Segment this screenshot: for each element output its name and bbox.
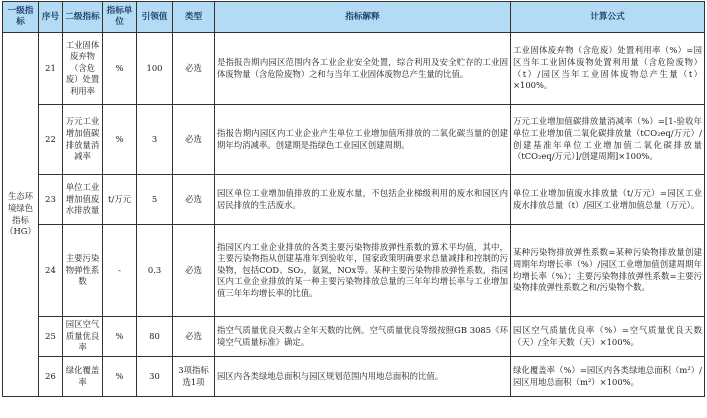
- row-unit: %: [103, 357, 137, 397]
- row-guide-value: 5: [137, 175, 173, 225]
- row-unit: %: [103, 105, 137, 175]
- row-type: 必选: [173, 175, 215, 225]
- row-indicator-name: 单位工业增加值废水排放量: [63, 175, 103, 225]
- row-indicator-name: 万元工业增加值碳排放量消减率: [63, 105, 103, 175]
- row-guide-value: 100: [137, 33, 173, 105]
- row-seq: 26: [39, 357, 63, 397]
- level1-indicator-cell: 生态环境绿色指标（HG）: [3, 33, 39, 397]
- row-formula: 单位工业增加值废水排放量（t/万元）=园区工业废水排放总量（t）/园区工业增加值总量（万元）。: [511, 175, 705, 225]
- table-row: [3, 317, 705, 357]
- row-type: 必选: [173, 225, 215, 317]
- header-seq: 序号: [39, 2, 63, 33]
- row-formula: 园区空气质量优良率（%）=空气质量优良天数（天）/全年天数（天）×100%。: [511, 317, 705, 357]
- row-explain: 指报告期内园区内工业企业产生单位工业增加值所排放的二氧化碳当量的创建期年均消减率。创建期是指绿色工业园区创建周期。: [215, 105, 511, 175]
- row-explain: 是指报告期内园区范围内各工业企业安全处置，综合利用及安全贮存的工业固体废物量（含危险废物）之和与当年工业固体废物总产生量的比值。: [215, 33, 511, 105]
- row-guide-value: 30: [137, 357, 173, 397]
- row-guide-value: 0.3: [137, 225, 173, 317]
- row-indicator-name: 绿化覆盖率: [63, 357, 103, 397]
- row-formula: 工业固体废弃物（含危废）处置利用率（%）=园区当年工业固体废物处置利用量（含危险废物）（t）/园区当年工业固体废物总产生量（t）×100%。: [511, 33, 705, 105]
- row-explain: 园区单位工业增加值排放的工业废水量，不包括企业梯级利用的废水和园区内居民排放的生活废水。: [215, 175, 511, 225]
- table-row: [3, 225, 705, 317]
- row-formula: 万元工业增加值碳排放量消减率（%）=[1-验收年单位工业增加值二氧化碳排放量（tCO₂eq/万元）/创建基准年单位工业增加值二氧化碳排放量（tCO₂eq/万元）]/创建周期]×100%。: [511, 105, 705, 175]
- indicator-table: [2, 1, 705, 397]
- header-level1: 一级指标: [3, 2, 39, 33]
- header-row: [3, 2, 705, 33]
- row-formula: 绿化覆盖率（%）=园区内各类绿地总面积（m²）/园区用地总面积（m²）×100%。: [511, 357, 705, 397]
- row-type: 必选: [173, 33, 215, 105]
- row-seq: 23: [39, 175, 63, 225]
- table-row: [3, 105, 705, 175]
- table-row: [3, 175, 705, 225]
- row-guide-value: 3: [137, 105, 173, 175]
- table-row: [3, 357, 705, 397]
- row-explain: 指空气质量优良天数占全年天数的比例。空气质量优良等级按照GB 3085《环境空气质量标准》确定。: [215, 317, 511, 357]
- header-guide-value: 引领值: [137, 2, 173, 33]
- row-formula: 某种污染物排放弹性系数=某种污染物排放量创建周期年均增长率（%）/园区工业增加值创建周期年均增长率（%）；主要污染物排放弹性系数=主要污染物排放弹性系数之和/污染物个数。: [511, 225, 705, 317]
- row-type: 3项指标选1项: [173, 357, 215, 397]
- row-explain: 园区内各类绿地总面积与园区规划范围内用地总面积的比值。: [215, 357, 511, 397]
- row-seq: 25: [39, 317, 63, 357]
- header-unit: 指标单位: [103, 2, 137, 33]
- row-indicator-name: 主要污染物弹性系数: [63, 225, 103, 317]
- row-seq: 24: [39, 225, 63, 317]
- row-guide-value: 80: [137, 317, 173, 357]
- row-unit: t/万元: [103, 175, 137, 225]
- row-type: 必选: [173, 317, 215, 357]
- header-level2: 二级指标: [63, 2, 103, 33]
- row-seq: 22: [39, 105, 63, 175]
- row-indicator-name: 工业固体废弃物（含危废）处置利用率: [63, 33, 103, 105]
- row-indicator-name: 园区空气质量优良率: [63, 317, 103, 357]
- row-unit: %: [103, 317, 137, 357]
- header-explain: 指标解释: [215, 2, 511, 33]
- header-type: 类型: [173, 2, 215, 33]
- row-type: 必选: [173, 105, 215, 175]
- row-explain: 指园区内工业企业排放的各类主要污染物排放弹性系数的算术平均值，其中，主要污染物指从创建基准年到验收年，国家政策明确要求总量减排和控制的污染物，包括COD、SO₂，氨氮，NOx等。某种主要污染物排放弹性系数，指园区内工业企业排放的某一种主要污染物排放总量的三年年均增长率与工业增加值三年年均增长率的比值。: [215, 225, 511, 317]
- row-unit: -: [103, 225, 137, 317]
- row-seq: 21: [39, 33, 63, 105]
- table-row: [3, 33, 705, 105]
- header-formula: 计算公式: [511, 2, 705, 33]
- row-unit: %: [103, 33, 137, 105]
